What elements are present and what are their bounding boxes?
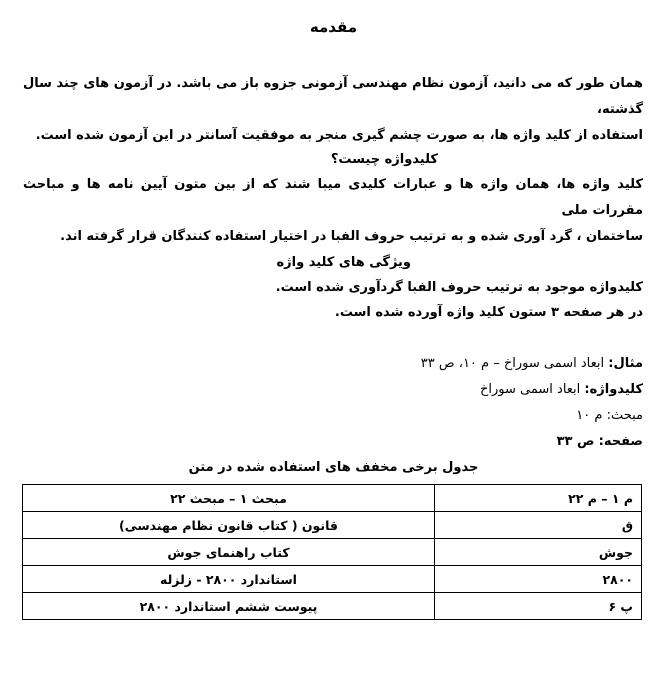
keyword-line-2: ساختمان ، گرد آوری شده و به ترتیب حروف الفبا در اختیار استفاده کنندگان قرار گرفته اند. xyxy=(60,229,643,244)
intro-line-2: استفاده از کلید واژه ها، به صورت چشم گیری منجر به موفقیت آسانتر در این آزمون شده است. xyxy=(35,128,643,143)
table-caption: جدول برخی مخفف های استفاده شده در متن xyxy=(188,460,479,475)
example-page-value: ص ۳۳ xyxy=(556,434,595,449)
abbr-cell: ۲۸۰۰ xyxy=(435,566,642,593)
features-line-1: کلیدواژه موجود به ترتیب حروف الفبا گردآوری شده است. xyxy=(275,280,643,295)
example-keyword-value: ابعاد اسمی سوراخ xyxy=(480,382,581,397)
example-keyword-line xyxy=(480,382,643,397)
abbr-cell: ق xyxy=(435,512,642,539)
table-row xyxy=(23,485,642,512)
example-page-line xyxy=(557,434,643,449)
features-line-2: در هر صفحه ۳ ستون کلید واژه آورده شده است. xyxy=(334,305,643,320)
features-section-title: ویژگی های کلید واژه xyxy=(276,255,411,270)
example-label: مثال: xyxy=(608,356,643,371)
abbr-cell: جوش xyxy=(435,539,642,566)
table-row xyxy=(23,512,642,539)
keyword-paragraph xyxy=(23,172,643,250)
abbreviation-table xyxy=(22,484,642,620)
meaning-cell: قانون ( کتاب قانون نظام مهندسی) xyxy=(23,512,435,539)
table-row xyxy=(23,593,642,620)
meaning-cell: استاندارد ۲۸۰۰ - زلزله xyxy=(23,566,435,593)
example-line xyxy=(421,356,643,371)
meaning-cell: کتاب راهنمای جوش xyxy=(23,539,435,566)
abbr-cell: پ ۶ xyxy=(435,593,642,620)
abbr-cell: م ۱ – م ۲۲ xyxy=(435,485,642,512)
table-row xyxy=(23,566,642,593)
table-row xyxy=(23,539,642,566)
meaning-cell: مبحث ۱ – مبحث ۲۲ xyxy=(23,485,435,512)
meaning-cell: پیوست ششم استاندارد ۲۸۰۰ xyxy=(23,593,435,620)
example-keyword-label: کلیدواژه: xyxy=(584,382,643,397)
example-value: ابعاد اسمی سوراخ – م ۱۰، ص ۳۳ xyxy=(420,356,605,371)
keyword-section-title: کلیدواژه چیست؟ xyxy=(330,152,438,167)
example-page-label: صفحه: xyxy=(598,434,643,449)
example-topic: مبحث: م ۱۰ xyxy=(576,408,643,423)
intro-paragraph xyxy=(23,71,643,149)
intro-line-1: همان طور که می دانید، آزمون نظام مهندسی آزمونی جزوه باز می باشد. در آزمون های چند سال گذشته، xyxy=(23,76,643,117)
keyword-line-1: کلید واژه ها، همان واژه ها و عبارات کلیدی میبا شند که از بین متون آیین نامه ها و مباحث مقررات ملی xyxy=(23,177,643,218)
page-title: مقدمه xyxy=(309,18,358,36)
